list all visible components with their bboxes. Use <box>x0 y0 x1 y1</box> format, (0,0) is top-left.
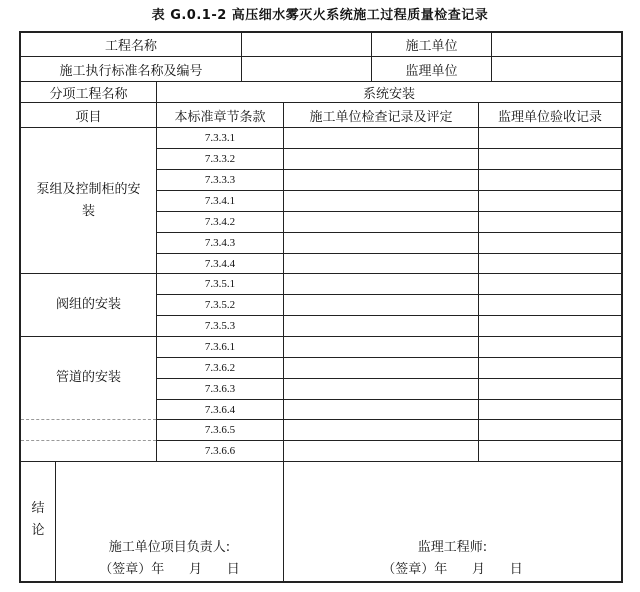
clause-cell: 7.3.6.6 <box>204 445 236 457</box>
page-title: 表 G.0.1-2 高压细水雾灭火系统施工过程质量检查记录 <box>151 8 489 23</box>
clause-cell: 7.3.6.2 <box>204 362 236 374</box>
column-header-clause: 本标准章节条款 <box>174 109 266 125</box>
column-header-item: 项目 <box>75 109 102 125</box>
subproject-label: 分项工程名称 <box>49 86 128 102</box>
subproject-value: 系统安装 <box>362 86 415 102</box>
project-name-label: 工程名称 <box>104 38 157 54</box>
construction-sign-date: （签章）年 月 日 <box>99 561 240 577</box>
construction-unit-label: 施工单位 <box>405 38 458 54</box>
clause-cell: 7.3.4.1 <box>204 195 236 207</box>
clause-cell: 7.3.5.1 <box>204 278 236 290</box>
clause-cell: 7.3.3.1 <box>204 132 236 144</box>
clause-cell: 7.3.6.3 <box>204 383 236 395</box>
supervision-unit-label: 监理单位 <box>405 63 458 79</box>
column-header-supervision-record: 监理单位验收记录 <box>497 109 602 125</box>
supervisor-sign-date: （签章）年 月 日 <box>382 561 523 577</box>
standard-value[interactable] <box>242 57 371 81</box>
clause-cell: 7.3.4.4 <box>204 257 236 270</box>
table-border-bottom <box>19 581 623 583</box>
clause-cell: 7.3.4.2 <box>204 216 236 228</box>
clause-cell: 7.3.6.5 <box>204 424 236 436</box>
clause-cell: 7.3.3.2 <box>204 153 236 165</box>
group-pump-control-cabinet <box>21 128 156 273</box>
clause-cell: 7.3.3.3 <box>204 174 236 186</box>
clause-cell: 7.3.5.2 <box>204 299 236 311</box>
group-pipe: 管道的安装 <box>55 369 121 385</box>
group-valve: 阀组的安装 <box>55 296 121 312</box>
construction-unit-value[interactable] <box>492 32 621 56</box>
clause-cell: 7.3.5.3 <box>204 320 236 332</box>
column-header-construction-check: 施工单位检查记录及评定 <box>309 109 453 125</box>
clause-cell: 7.3.6.1 <box>204 341 236 353</box>
clause-cell: 7.3.6.4 <box>204 403 236 416</box>
project-name-value[interactable] <box>242 32 371 56</box>
conclusion-label-1: 结 <box>31 500 45 516</box>
clause-cell: 7.3.4.3 <box>204 237 236 249</box>
table-border-right <box>621 31 623 583</box>
group-name-line: 装 <box>81 203 95 219</box>
standard-label: 施工执行标准名称及编号 <box>59 63 203 79</box>
conclusion-label-2: 论 <box>31 522 45 538</box>
construction-signer-label: 施工单位项目负责人: <box>108 539 231 555</box>
group-name-line: 泵组及控制柜的安 <box>36 181 141 197</box>
supervisor-signer-label: 监理工程师: <box>417 539 488 555</box>
supervision-unit-value[interactable] <box>492 57 621 81</box>
